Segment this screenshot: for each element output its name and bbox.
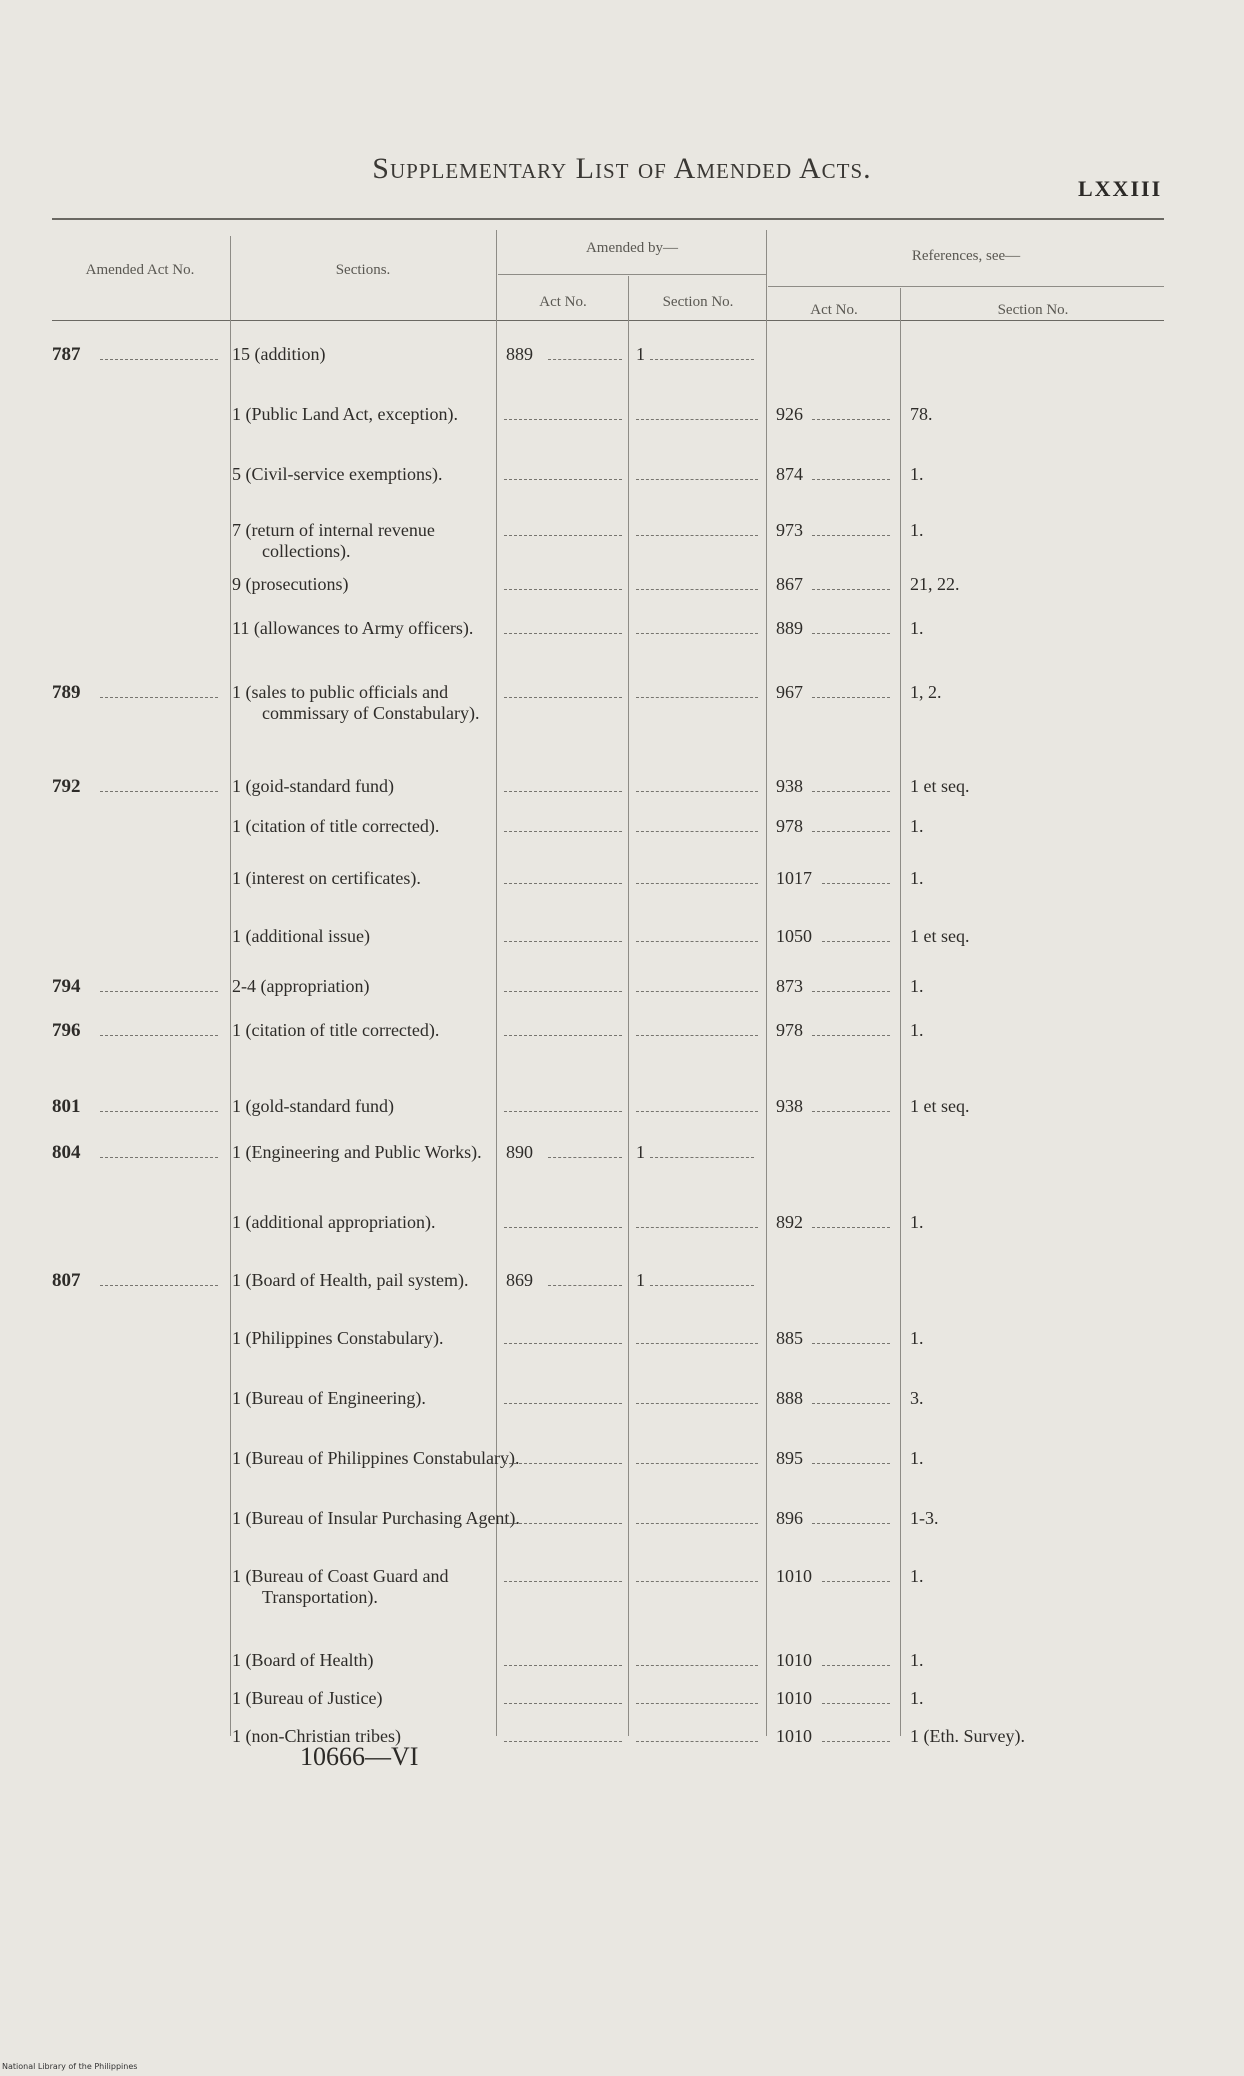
by-sec-dashes — [636, 991, 758, 992]
ref-act-leader — [812, 1227, 890, 1228]
reference-act-number: 938 — [776, 776, 803, 796]
by-act-leader — [548, 359, 622, 360]
ref-act-leader — [822, 1703, 890, 1704]
section-description: 1 (Philippines Constabulary). — [232, 1328, 444, 1348]
reference-section-number: 21, 22. — [910, 574, 960, 594]
act-leader — [100, 697, 218, 698]
header-sections: Sections. — [335, 262, 391, 278]
reference-section-number: 1, 2. — [910, 682, 942, 702]
section-description: 7 (return of internal revenue collections). — [232, 520, 435, 561]
reference-section-number: 1. — [910, 1020, 924, 1040]
section-description: 1 (citation of title corrected). — [232, 816, 440, 836]
section-description: 1 (non-Christian tribes) — [232, 1726, 401, 1746]
by-act-dashes — [504, 1665, 622, 1666]
section-description: 1 (Bureau of Justice) — [232, 1688, 383, 1708]
section-description: 1 (Bureau of Philippines Constabulary). — [232, 1448, 520, 1468]
reference-act-number: 1050 — [776, 926, 812, 946]
amended-by-act-number: 869 — [506, 1270, 533, 1290]
amended-by-subrule — [498, 274, 766, 275]
ref-act-leader — [822, 883, 890, 884]
amended-by-section-number: 1 — [636, 344, 645, 364]
reference-section-number: 1. — [910, 976, 924, 996]
by-act-dashes — [504, 941, 622, 942]
col-divider-4 — [766, 230, 767, 1736]
reference-act-number: 867 — [776, 574, 803, 594]
col-divider-3 — [628, 276, 629, 1736]
by-act-dashes — [504, 1741, 622, 1742]
amended-act-number: 794 — [52, 976, 81, 997]
ref-act-leader — [812, 1035, 890, 1036]
amended-act-number: 787 — [52, 344, 81, 365]
section-description: 1 (sales to public officials and commissary of Constabulary). — [232, 682, 480, 723]
by-sec-dashes — [636, 941, 758, 942]
section-description: 1 (goid-standard fund) — [232, 776, 394, 796]
by-sec-dashes — [636, 883, 758, 884]
reference-section-number: 1. — [910, 816, 924, 836]
scan-credit: National Library of the Philippines — [2, 2062, 138, 2071]
by-sec-dashes — [636, 535, 758, 536]
reference-section-number: 1 et seq. — [910, 1096, 970, 1116]
section-description: 1 (additional issue) — [232, 926, 370, 946]
ref-act-leader — [812, 1463, 890, 1464]
section-description: 1 (Bureau of Coast Guard and Transportation). — [232, 1566, 449, 1607]
act-leader — [100, 791, 218, 792]
reference-act-number: 1017 — [776, 868, 812, 888]
reference-act-number: 938 — [776, 1096, 803, 1116]
by-sec-dashes — [636, 1523, 758, 1524]
ref-act-leader — [812, 633, 890, 634]
by-act-leader — [548, 1157, 622, 1158]
reference-section-number: 1. — [910, 464, 924, 484]
header-amended-by: Amended by— — [585, 240, 679, 256]
by-sec-dashes — [636, 633, 758, 634]
by-act-dashes — [504, 479, 622, 480]
reference-act-number: 1010 — [776, 1650, 812, 1670]
section-description: 1 (Bureau of Insular Purchasing Agent). — [232, 1508, 520, 1528]
amended-act-number: 789 — [52, 682, 81, 703]
by-act-dashes — [504, 535, 622, 536]
table-header-rule — [52, 320, 1164, 321]
header-references: References, see— — [911, 248, 1021, 264]
by-sec-leader — [650, 359, 754, 360]
reference-section-number: 3. — [910, 1388, 924, 1408]
reference-act-number: 874 — [776, 464, 803, 484]
by-act-dashes — [504, 1463, 622, 1464]
section-description: 5 (Civil-service exemptions). — [232, 464, 443, 484]
by-sec-dashes — [636, 1035, 758, 1036]
by-sec-dashes — [636, 1463, 758, 1464]
header-references-section-no: Section No. — [997, 302, 1069, 318]
header-amended-act-no: Amended Act No. — [85, 262, 195, 278]
act-leader — [100, 1035, 218, 1036]
page-number: LXXIII — [1078, 176, 1163, 201]
by-sec-dashes — [636, 831, 758, 832]
reference-act-number: 1010 — [776, 1726, 812, 1746]
reference-act-number: 967 — [776, 682, 803, 702]
amended-act-number: 804 — [52, 1142, 81, 1163]
by-sec-dashes — [636, 1741, 758, 1742]
ref-act-leader — [812, 791, 890, 792]
amended-by-section-number: 1 — [636, 1142, 645, 1162]
signature-mark: 10666—VI — [300, 1742, 419, 1771]
by-sec-dashes — [636, 1343, 758, 1344]
reference-section-number: 1. — [910, 1566, 924, 1586]
section-description: 1 (citation of title corrected). — [232, 1020, 440, 1040]
ref-act-leader — [812, 479, 890, 480]
reference-act-number: 926 — [776, 404, 803, 424]
reference-act-number: 889 — [776, 618, 803, 638]
by-act-dashes — [504, 1403, 622, 1404]
by-act-dashes — [504, 1523, 622, 1524]
by-act-dashes — [504, 589, 622, 590]
reference-act-number: 895 — [776, 1448, 803, 1468]
section-description: 1 (Board of Health, pail system). — [232, 1270, 469, 1290]
reference-section-number: 1 et seq. — [910, 926, 970, 946]
amended-by-section-number: 1 — [636, 1270, 645, 1290]
by-sec-dashes — [636, 419, 758, 420]
section-description: 1 (additional appropriation). — [232, 1212, 436, 1232]
by-sec-dashes — [636, 697, 758, 698]
ref-act-leader — [812, 1111, 890, 1112]
section-description: 9 (prosecutions) — [232, 574, 349, 594]
ref-act-leader — [812, 1343, 890, 1344]
reference-section-number: 1. — [910, 1448, 924, 1468]
reference-section-number: 1. — [910, 1328, 924, 1348]
reference-section-number: 1. — [910, 618, 924, 638]
by-act-dashes — [504, 1703, 622, 1704]
amended-act-number: 801 — [52, 1096, 81, 1117]
by-act-dashes — [504, 1111, 622, 1112]
act-leader — [100, 359, 218, 360]
amended-act-number: 796 — [52, 1020, 81, 1041]
section-description: 1 (Bureau of Engineering). — [232, 1388, 426, 1408]
ref-act-leader — [812, 991, 890, 992]
page-title: Supplementary List of Amended Acts. — [372, 152, 872, 185]
reference-section-number: 1 (Eth. Survey). — [910, 1726, 1025, 1746]
by-sec-dashes — [636, 1111, 758, 1112]
reference-act-number: 896 — [776, 1508, 803, 1528]
reference-section-number: 1 et seq. — [910, 776, 970, 796]
ref-act-leader — [822, 941, 890, 942]
act-leader — [100, 991, 218, 992]
by-sec-dashes — [636, 1703, 758, 1704]
reference-section-number: 78. — [910, 404, 933, 424]
section-description: 1 (Public Land Act, exception). — [232, 404, 458, 424]
by-act-dashes — [504, 883, 622, 884]
by-sec-leader — [650, 1157, 754, 1158]
section-description: 2-4 (appropriation) — [232, 976, 370, 996]
ref-act-leader — [812, 697, 890, 698]
by-sec-dashes — [636, 1403, 758, 1404]
section-description: 1 (Board of Health) — [232, 1650, 374, 1670]
by-sec-dashes — [636, 1581, 758, 1582]
ref-act-leader — [812, 1403, 890, 1404]
reference-act-number: 1010 — [776, 1566, 812, 1586]
by-act-dashes — [504, 633, 622, 634]
ref-act-leader — [812, 831, 890, 832]
act-leader — [100, 1157, 218, 1158]
section-description: 1 (gold-standard fund) — [232, 1096, 394, 1116]
header-references-act-no: Act No. — [810, 302, 858, 318]
section-description: 15 (addition) — [232, 344, 326, 364]
reference-section-number: 1. — [910, 520, 924, 540]
reference-act-number: 978 — [776, 816, 803, 836]
act-leader — [100, 1285, 218, 1286]
header-amended-by-act-no: Act No. — [539, 294, 587, 310]
ref-act-leader — [812, 419, 890, 420]
by-act-dashes — [504, 791, 622, 792]
amended-by-act-number: 890 — [506, 1142, 533, 1162]
reference-section-number: 1. — [910, 868, 924, 888]
reference-section-number: 1. — [910, 1212, 924, 1232]
by-act-dashes — [504, 831, 622, 832]
reference-act-number: 873 — [776, 976, 803, 996]
by-sec-dashes — [636, 1665, 758, 1666]
amended-act-number: 792 — [52, 776, 81, 797]
section-description: 11 (allowances to Army officers). — [232, 618, 474, 638]
section-description: 1 (Engineering and Public Works). — [232, 1142, 482, 1162]
reference-act-number: 1010 — [776, 1688, 812, 1708]
by-sec-dashes — [636, 479, 758, 480]
by-sec-leader — [650, 1285, 754, 1286]
act-leader — [100, 1111, 218, 1112]
by-act-dashes — [504, 697, 622, 698]
ref-act-leader — [812, 589, 890, 590]
ref-act-leader — [812, 1523, 890, 1524]
by-act-leader — [548, 1285, 622, 1286]
reference-section-number: 1. — [910, 1650, 924, 1670]
section-description: 1 (interest on certificates). — [232, 868, 421, 888]
ref-act-leader — [812, 535, 890, 536]
references-subrule — [768, 286, 1164, 287]
reference-section-number: 1. — [910, 1688, 924, 1708]
by-act-dashes — [504, 991, 622, 992]
by-sec-dashes — [636, 589, 758, 590]
reference-act-number: 973 — [776, 520, 803, 540]
amended-act-number: 807 — [52, 1270, 81, 1291]
reference-act-number: 892 — [776, 1212, 803, 1232]
by-act-dashes — [504, 1035, 622, 1036]
ref-act-leader — [822, 1741, 890, 1742]
header-amended-by-section-no: Section No. — [662, 294, 734, 310]
by-act-dashes — [504, 419, 622, 420]
by-act-dashes — [504, 1581, 622, 1582]
reference-act-number: 888 — [776, 1388, 803, 1408]
col-divider-5 — [900, 288, 901, 1736]
reference-act-number: 978 — [776, 1020, 803, 1040]
reference-section-number: 1-3. — [910, 1508, 939, 1528]
table-top-rule — [52, 218, 1164, 220]
by-sec-dashes — [636, 1227, 758, 1228]
ref-act-leader — [822, 1581, 890, 1582]
by-act-dashes — [504, 1343, 622, 1344]
ref-act-leader — [822, 1665, 890, 1666]
amended-by-act-number: 889 — [506, 344, 533, 364]
col-divider-1 — [230, 236, 231, 1736]
by-act-dashes — [504, 1227, 622, 1228]
by-sec-dashes — [636, 791, 758, 792]
reference-act-number: 885 — [776, 1328, 803, 1348]
